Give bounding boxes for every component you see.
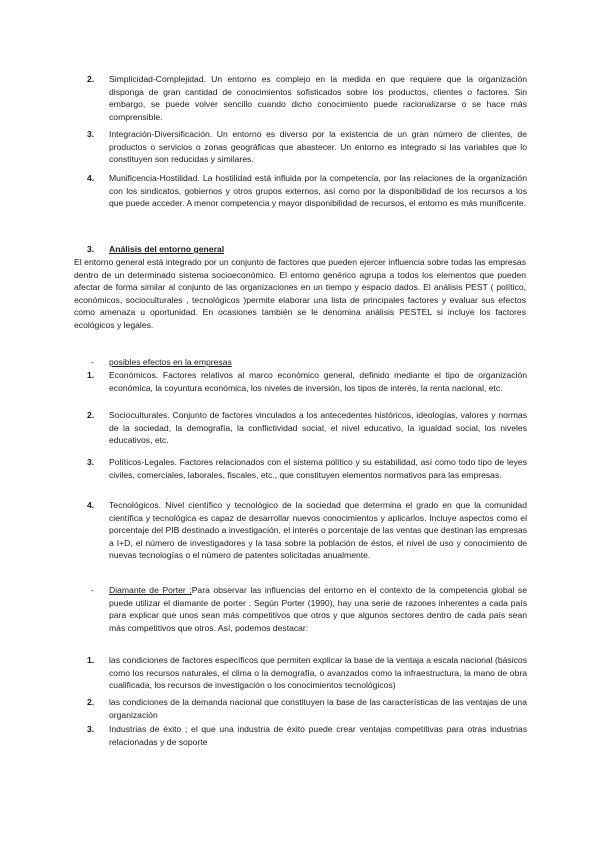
- list-text: Socioculturales. Conjunto de factores vinculados a los antecedentes históricos, ideologías, valores y normas de la sociedad, la demografía, la conflictividad social, el nivel educativo, la igualdad social, los niveles educativos, etc.: [109, 410, 527, 446]
- heading-title: Análisis del entorno general: [109, 244, 225, 254]
- dash-bullet: -: [91, 585, 94, 595]
- list-number: 2.: [87, 410, 95, 420]
- list-text: Simplicidad-Complejidad. Un entorno es complejo en la medida en que requiere que la organización disponga de gran cantidad de conocimientos sofisticados sobre los productos, clientes o factores. Sin embargo, se puede volver sencillo cuando dicho conocimiento puede racionalizarse o se hace más comprensible.: [109, 74, 527, 122]
- list-text: las condiciones de factores específicos que permiten explicar la base de la ventaja a escala nacional (básicos como los recursos naturales, el clima o la demografía, o avanzados como la infraestructura, la mano de obra cualificada, los recursos de investigación o los conocimientos tecnológicos): [109, 655, 527, 691]
- list-number: 4.: [87, 500, 95, 510]
- subsection-intro: Para observar las influencias del entorno en el contexto de la competencia global se puede utilizar el diamante de porter . Según Porter (1990), hay una serie de razones inherentes a cada país para explicar que unos sean más competitivos que otros y que algunos sectores dentro de cada país sean más competitivos que otros. Así, podemos destacar:: [109, 585, 527, 633]
- list-text: las condiciones de la demanda nacional que constituyen la base de las características de las ventajas de una organización: [109, 697, 527, 720]
- list-number: 1.: [87, 370, 95, 380]
- list-number: 3.: [87, 724, 95, 734]
- list-number: 4.: [87, 173, 95, 183]
- subsection-intro-block: [109, 584, 527, 634]
- list-number: 2.: [87, 74, 95, 84]
- list-number: 3.: [87, 129, 95, 139]
- section-paragraph: El entorno general está integrado por un conjunto de factores que pueden ejercer influencia sobre todas las empresas dentro de un determinado sistema socioeconómico. El entorno genérico agrupa a todos los elementos que pueden afectar de forma similar al conjunto de las organizaciones en un tiempo y espacio dados. El análisis PEST ( político, económicos, socioculturales , tecnológicos )permite elaborar una lista de principales factores y evaluar sus efectos como amenaza u oportunidad. En ocasiones también se le denomina análisis PESTEL si incluye los factores ecológicos y legales.: [74, 257, 526, 330]
- list-text: Políticos-Legales. Factores relacionados con el sistema político y su estabilidad, así como todo tipo de leyes civiles, comerciales, laborales, fiscales, etc., que constituyen elementos normativos para las empresas.: [109, 457, 527, 480]
- list-number: 2.: [87, 697, 95, 707]
- subsection-title: Diamante de Porter ;: [109, 585, 192, 595]
- list-number: 1.: [87, 655, 95, 665]
- list-text: Tecnológicos. Nivel científico y tecnológico de la sociedad que determina el grado en que la comunidad científica y tecnológica es capaz de desarrollar nuevos conocimientos y aplicarlos. Incluye aspectos como el porcentaje del PIB destinado a investigación, el interés o porcentaje de las ventas que destinan las empresas a I+D, el número de investigadores y la tasa sobre la población de éstos, el nivel de uso y conocimiento de nuevas tecnologías o el número de patentes solicitadas anualmente.: [109, 500, 527, 561]
- list-text: Munificencia-Hostilidad. La hostilidad está influida por la competencia, por las relaciones de la organización con los sindicatos, gobiernos y otros grupos externos, así como por la disponibilidad de los recursos a los que puede acceder. A menor competencia y mayor disponibilidad de recursos, el entorno es más munificente.: [109, 173, 527, 209]
- list-text: Económicos. Factores relativos al marco económico general, definido mediante el tipo de organización económica, la coyuntura económica, los niveles de inversión, los tipos de interés, la renta nacional, etc.: [109, 370, 527, 393]
- list-text: Industrias de éxito ; el que una industria de éxito puede crear ventajas competitivas para otras industrias relacionadas y de soporte: [109, 724, 527, 747]
- list-text: Integración-Diversificación. Un entorno es diverso por la existencia de un gran número de clientes, de productos o servicios o zonas geográficas que abastecer. Un entorno es integrado si las variables que lo constituyen son reducidas y similares.: [109, 129, 527, 165]
- list-number: 3.: [87, 457, 95, 467]
- heading-number: 3.: [87, 244, 95, 254]
- dash-bullet: -: [91, 357, 94, 367]
- subsection-title: posibles efectos en la empresas: [109, 357, 232, 367]
